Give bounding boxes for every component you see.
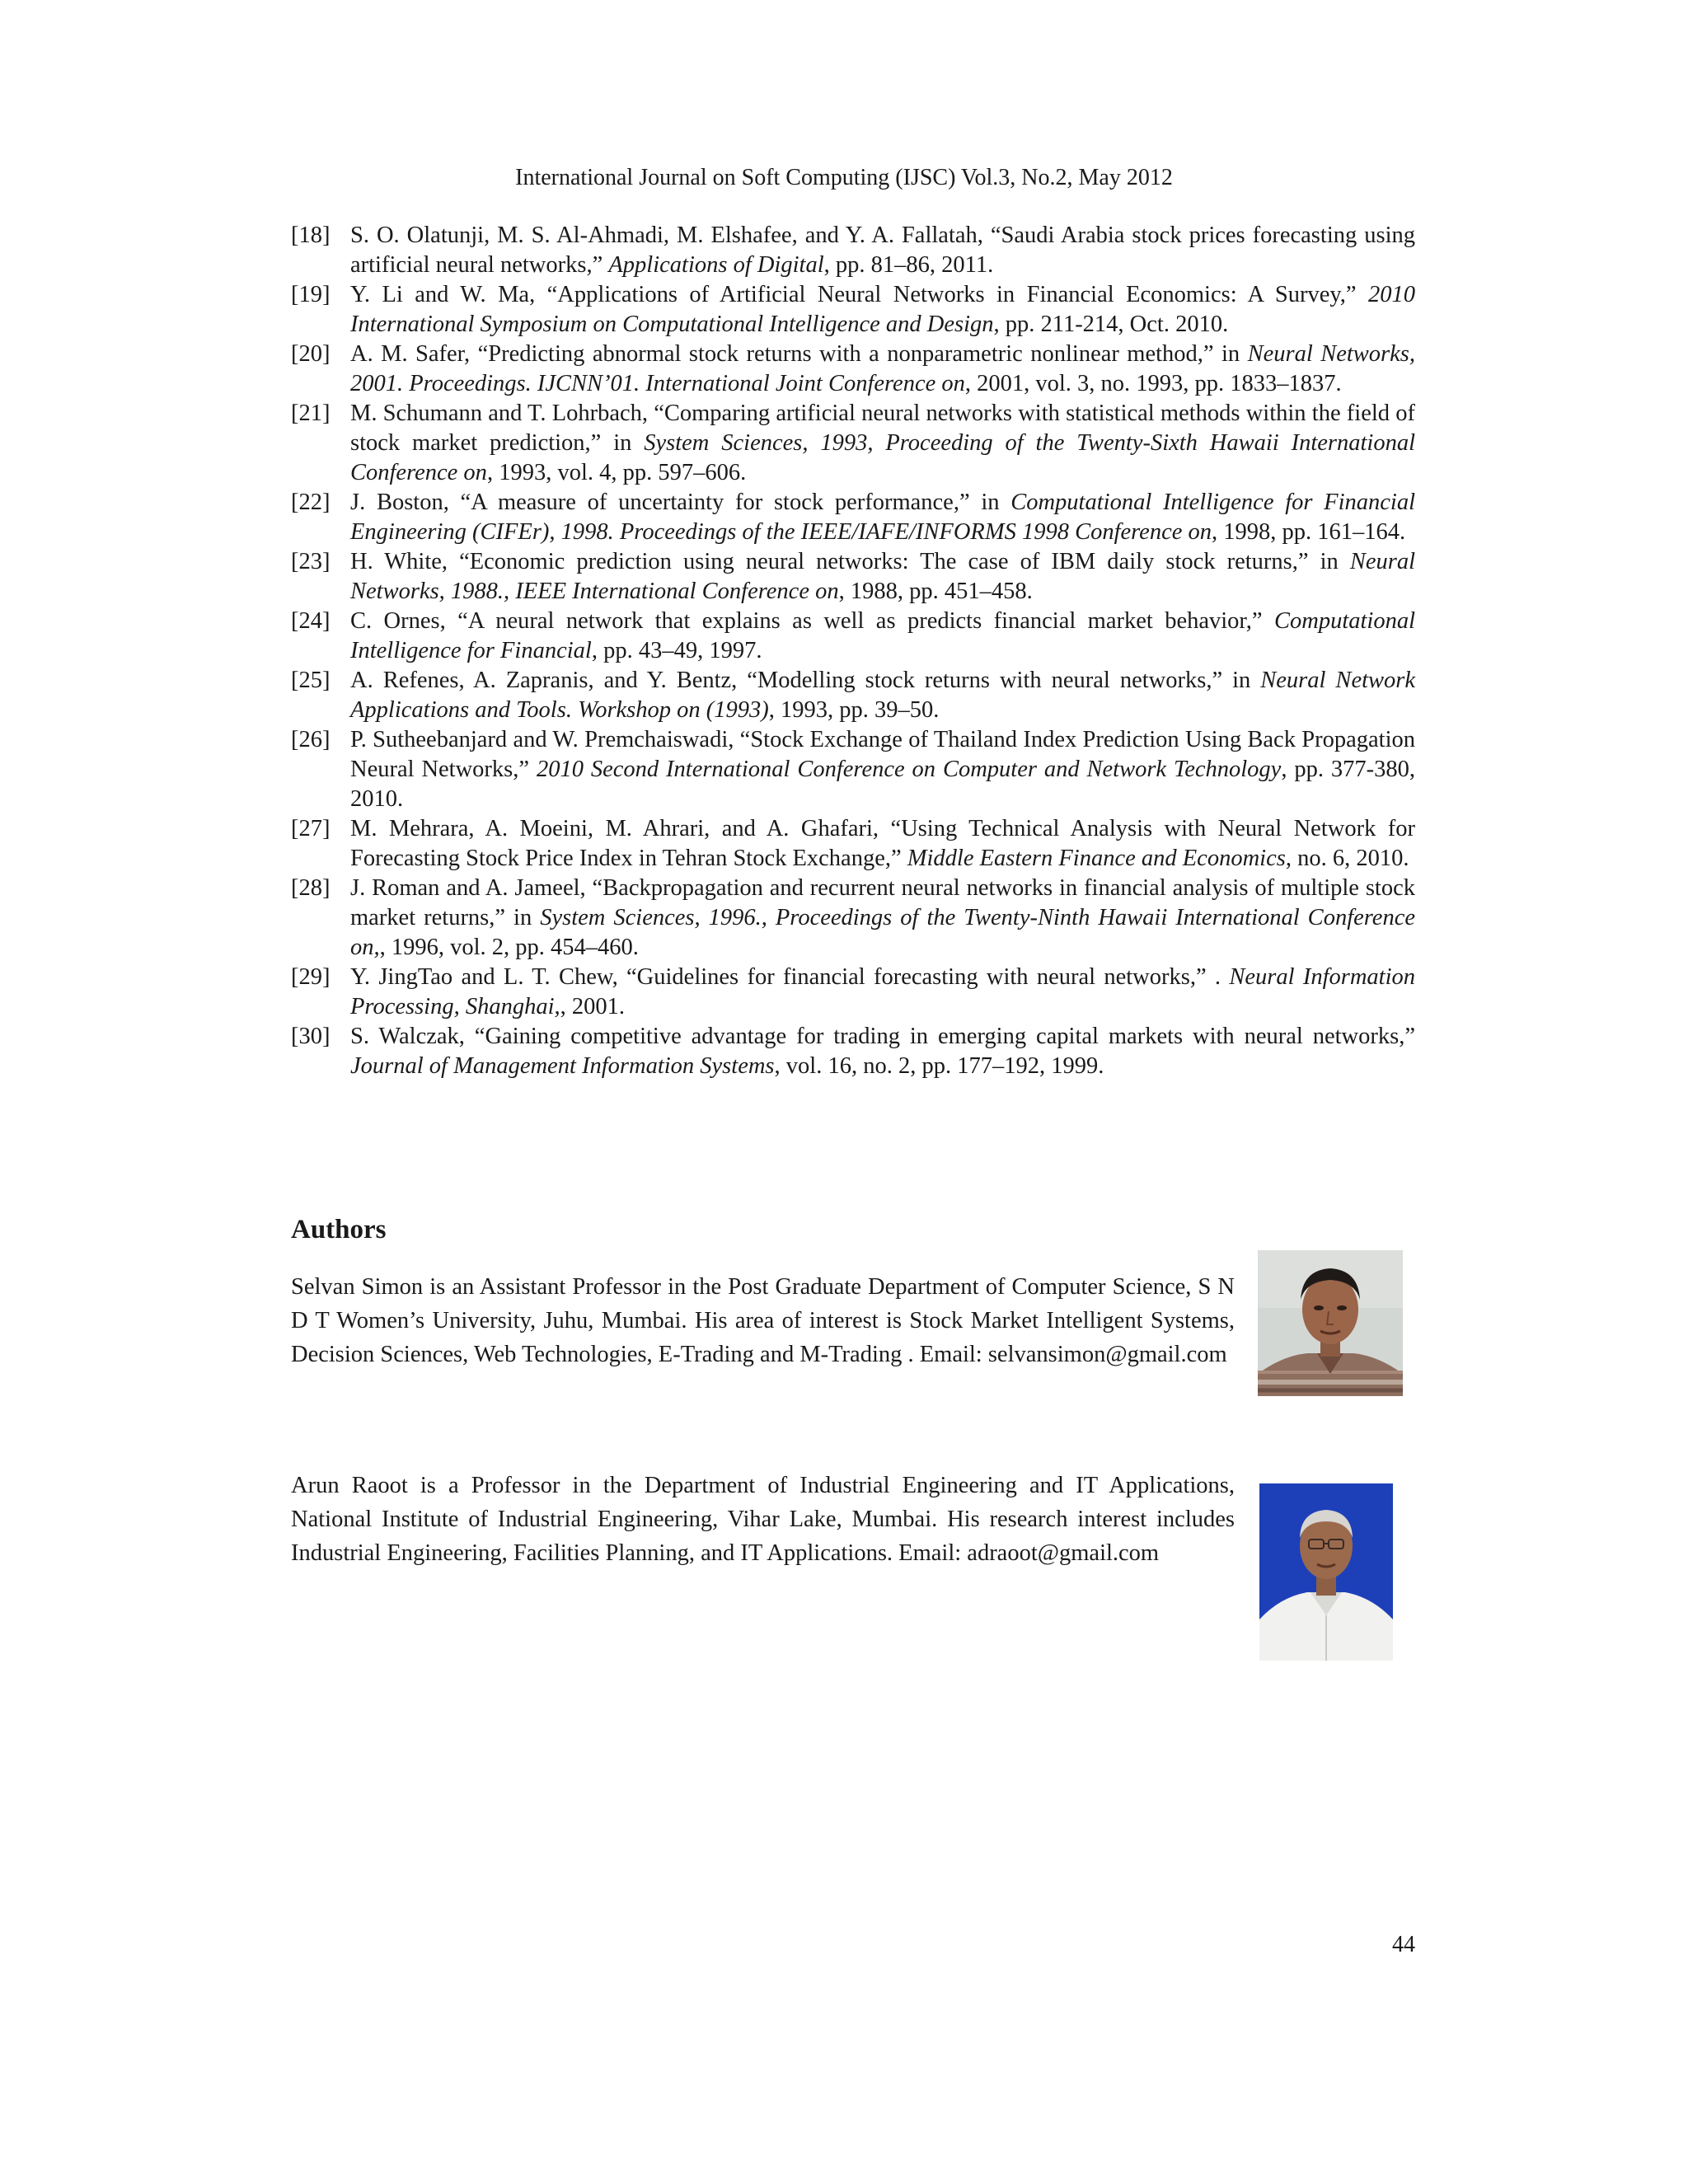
reference-number: [30] <box>291 1024 331 1049</box>
reference-number: [24] <box>291 608 331 634</box>
reference-venue: Middle Eastern Finance and Economics <box>907 846 1286 871</box>
author-photo-selvan-simon <box>1258 1250 1403 1396</box>
reference-item <box>291 547 1415 607</box>
reference-venue: Applications of Digital <box>608 252 824 278</box>
reference-venue: Computational Intelligence for Financial <box>350 608 1415 663</box>
reference-item <box>291 963 1415 1022</box>
reference-segment: M. Schumann and T. Lohrbach, “Comparing artificial neural networks with statistical methods within the field of stock market prediction,” in <box>350 401 1415 456</box>
reference-venue: Neural Network Applications and Tools. Workshop on (1993) <box>350 668 1416 723</box>
reference-item <box>291 874 1415 963</box>
reference-segment: A. Refenes, A. Zapranis, and Y. Bentz, “Modelling stock returns with neural networks,” in <box>350 668 1261 693</box>
reference-list <box>291 221 1415 1081</box>
reference-text <box>350 401 1415 485</box>
reference-segment: S. O. Olatunji, M. S. Al-Ahmadi, M. Elshafee, and Y. A. Fallatah, “Saudi Arabia stock prices forecasting using artificial neural networks,” <box>350 223 1415 278</box>
reference-text <box>350 875 1415 960</box>
reference-item <box>291 340 1415 399</box>
reference-number: [21] <box>291 401 331 426</box>
reference-venue: Computational Intelligence for Financial Engineering (CIFEr), 1998. Proceedings of the IEEE/IAFE/INFORMS 1998 Conference on <box>350 490 1415 545</box>
reference-segment: , 1998, pp. 161–164. <box>1212 519 1406 545</box>
reference-item <box>291 280 1415 340</box>
reference-number: [19] <box>291 282 331 307</box>
reference-venue: Neural Networks, 1988., IEEE International Conference on <box>350 549 1415 604</box>
reference-venue: Journal of Management Information Systems <box>350 1053 775 1079</box>
reference-text <box>350 727 1415 812</box>
reference-segment: H. White, “Economic prediction using neural networks: The case of IBM daily stock returns,” in <box>350 549 1350 574</box>
reference-segment: Y. JingTao and L. T. Chew, “Guidelines for financial forecasting with neural networks,” . <box>350 964 1230 990</box>
reference-text <box>350 549 1415 604</box>
reference-segment: J. Roman and A. Jameel, “Backpropagation and recurrent neural networks in financial analysis of multiple stock market returns,” in <box>350 875 1415 930</box>
reference-segment: , 1988, pp. 451–458. <box>838 579 1033 604</box>
author-bio-selvan-simon: Selvan Simon is an Assistant Professor in the Post Graduate Department of Computer Science, S N D T Women’s University, Juhu, Mumbai. His area of interest is Stock Market Intelligent Systems, Decision Sciences, Web Technologies, E-Trading and M-Trading . Email: selvansimon@gmail.com <box>291 1274 1235 1367</box>
author-bio-arun-raoot: Arun Raoot is a Professor in the Department of Industrial Engineering and IT Applications, National Institute of Industrial Engineering, Vihar Lake, Mumbai. His research interest includes Industrial Engineering, Facilities Planning, and IT Applications. Email: adraoot@gmail.com <box>291 1473 1235 1566</box>
reference-item <box>291 1022 1415 1081</box>
reference-segment: , pp. 211-214, Oct. 2010. <box>993 312 1229 337</box>
reference-number: [18] <box>291 223 331 248</box>
reference-segment: S. Walczak, “Gaining competitive advantage for trading in emerging capital markets with neural networks,” <box>350 1024 1415 1049</box>
reference-number: [26] <box>291 727 331 752</box>
reference-venue: Neural Information Processing, Shanghai, <box>350 964 1415 1019</box>
reference-segment: J. Boston, “A measure of uncertainty for stock performance,” in <box>350 490 1011 515</box>
reference-segment: , 1993, vol. 4, pp. 597–606. <box>486 460 747 485</box>
reference-segment: , vol. 16, no. 2, pp. 177–192, 1999. <box>774 1053 1104 1079</box>
reference-segment: , 1996, vol. 2, pp. 454–460. <box>379 935 639 960</box>
reference-number: [28] <box>291 875 331 901</box>
reference-segment: , 2001. <box>560 994 626 1019</box>
reference-text <box>350 608 1415 663</box>
reference-number: [23] <box>291 549 331 574</box>
reference-text <box>350 282 1415 337</box>
reference-segment: , 1993, pp. 39–50. <box>768 697 940 723</box>
reference-text <box>350 341 1415 396</box>
reference-item <box>291 666 1415 725</box>
reference-item <box>291 488 1415 547</box>
reference-segment: , pp. 377-380, 2010. <box>350 757 1415 812</box>
reference-segment: Y. Li and W. Ma, “Applications of Artificial Neural Networks in Financial Economics: A Survey,” <box>350 282 1368 307</box>
reference-venue: 2010 Second International Conference on Computer and Network Technology <box>536 757 1282 782</box>
reference-number: [20] <box>291 341 331 367</box>
author-photo-arun-raoot <box>1259 1483 1393 1661</box>
page-number: 44 <box>1392 1932 1415 1957</box>
reference-text <box>350 1024 1415 1079</box>
reference-text <box>350 816 1415 871</box>
reference-number: [22] <box>291 490 331 515</box>
reference-text <box>350 964 1415 1019</box>
reference-item <box>291 607 1415 666</box>
reference-number: [27] <box>291 816 331 841</box>
reference-number: [25] <box>291 668 331 693</box>
reference-item <box>291 725 1415 814</box>
reference-segment: C. Ornes, “A neural network that explains as well as predicts financial market behavior,” <box>350 608 1274 634</box>
reference-text <box>350 668 1415 723</box>
reference-item <box>291 814 1415 874</box>
reference-text <box>350 490 1415 545</box>
reference-venue: Neural Networks, 2001. Proceedings. IJCNN’01. International Joint Conference on <box>350 341 1416 396</box>
running-header: International Journal on Soft Computing (IJSC) Vol.3, No.2, May 2012 <box>515 165 1173 190</box>
reference-text <box>350 223 1415 278</box>
reference-item <box>291 221 1415 280</box>
reference-segment: , pp. 43–49, 1997. <box>591 638 762 663</box>
reference-venue: 2010 International Symposium on Computational Intelligence and Design <box>350 282 1415 337</box>
reference-venue: System Sciences, 1993, Proceeding of the Twenty-Sixth Hawaii International Conference on <box>350 430 1415 485</box>
authors-heading: Authors <box>291 1215 387 1244</box>
reference-number: [29] <box>291 964 331 990</box>
reference-segment: M. Mehrara, A. Moeini, M. Ahrari, and A. Ghafari, “Using Technical Analysis with Neural Network for Forecasting Stock Price Index in Tehran Stock Exchange,” <box>350 816 1415 871</box>
reference-item <box>291 399 1415 488</box>
reference-segment: A. M. Safer, “Predicting abnormal stock returns with a nonparametric nonlinear method,” in <box>350 341 1248 367</box>
reference-segment: , no. 6, 2010. <box>1285 846 1409 871</box>
reference-venue: System Sciences, 1996., Proceedings of the Twenty-Ninth Hawaii International Conference on, <box>350 905 1415 960</box>
reference-segment: P. Sutheebanjard and W. Premchaiswadi, “Stock Exchange of Thailand Index Prediction Using Back Propagation Neural Networks,” <box>350 727 1415 782</box>
reference-segment: , pp. 81–86, 2011. <box>823 252 994 278</box>
reference-segment: , 2001, vol. 3, no. 1993, pp. 1833–1837. <box>964 371 1342 396</box>
